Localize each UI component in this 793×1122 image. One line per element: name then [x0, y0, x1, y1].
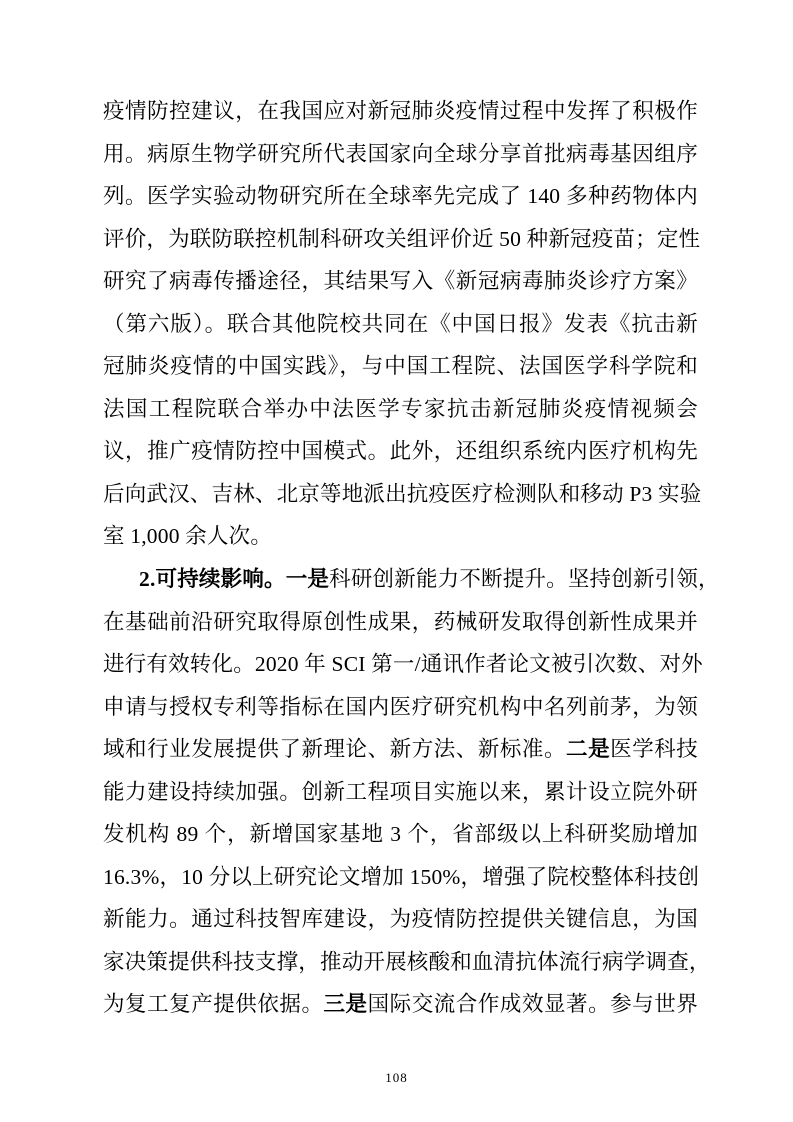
text-run: 疫情防控建议，在我国应对新冠肺炎疫情过程中发挥了积极作	[103, 99, 698, 123]
text-line	[103, 218, 701, 261]
text-line	[103, 430, 698, 473]
text-line	[103, 473, 702, 516]
text-run: 在基础前沿研究取得原创性成果，药械研发取得创新性成果并	[103, 609, 698, 634]
text-run: 新能力。通过科技智库建设，为疫情防控提供关键信息，为国	[103, 907, 698, 932]
text-run: 后向武汉、吉林、北京等地派出抗疫医疗检测队和移动 P3 实验	[103, 481, 702, 506]
text-run: （第六版）。联合其他院校共同在《中国日报》发表《抗击新	[103, 311, 698, 336]
text-line	[103, 345, 698, 388]
text-run: 能力建设持续加强。创新工程项目实施以来，累计设立院外研	[103, 779, 698, 804]
text-run: 家决策提供科技支撑，推动开展核酸和血清抗体流行病学调查，	[103, 949, 711, 974]
text-line	[103, 686, 698, 729]
text-run: 域和行业发展提供了新理论、新方法、新标准。	[103, 737, 567, 762]
bold-text-run: 二是	[566, 737, 611, 762]
text-run: 科研创新能力不断提升。坚持创新引领，	[329, 567, 720, 592]
text-line	[103, 175, 698, 218]
text-line	[103, 643, 703, 686]
text-run: 为复工复产提供依据。	[103, 992, 324, 1017]
document-body	[103, 90, 720, 1026]
text-line	[103, 515, 698, 558]
text-line	[103, 771, 698, 814]
text-line	[103, 90, 698, 133]
text-run: 进行有效转化。2020 年 SCI 第一/通讯作者论文被引次数、对外	[103, 652, 703, 677]
text-run: 列。医学实验动物研究所在全球率先完成了 140 多种药物体内	[103, 184, 698, 209]
text-line	[103, 728, 698, 771]
text-run: 议，推广疫情防控中国模式。此外，还组织系统内医疗机构先	[103, 439, 698, 464]
bold-text-run: 三是	[323, 992, 368, 1017]
text-run: 研究了病毒传播途径，其结果写入《新冠病毒肺炎诊疗方案》	[103, 269, 698, 294]
text-line	[103, 260, 698, 303]
text-line	[103, 898, 698, 941]
text-run: 医学科技	[610, 737, 699, 762]
text-run: 法国工程院联合举办中法医学专家抗击新冠肺炎疫情视频会	[103, 396, 698, 421]
text-line	[103, 388, 698, 431]
text-run: 冠肺炎疫情的中国实践》，与中国工程院、法国医学科学院和	[103, 354, 698, 379]
text-line	[103, 813, 698, 856]
text-line	[103, 601, 698, 644]
text-line	[103, 303, 698, 346]
text-run: 国际交流合作成效显著。参与世界	[367, 992, 698, 1017]
text-run: 发机构 89 个，新增国家基地 3 个，省部级以上科研奖励增加	[103, 822, 698, 847]
text-run: 室 1,000 余人次。	[103, 524, 273, 549]
text-line	[103, 941, 711, 984]
text-run: 评价，为联防联控机制科研攻关组评价近 50 种新冠疫苗；定性	[103, 226, 701, 251]
text-line	[103, 133, 698, 176]
text-run: 申请与授权专利等指标在国内医疗研究机构中名列前茅，为领	[103, 694, 698, 719]
text-run: 16.3%，10 分以上研究论文增加 150%，增强了院校整体科技创	[103, 864, 700, 889]
page-number: 108	[385, 1070, 408, 1085]
text-line	[103, 856, 698, 899]
text-line	[103, 983, 698, 1026]
text-run: 用。病原生物学研究所代表国家向全球分享首批病毒基因组序	[103, 141, 698, 166]
text-line	[103, 558, 720, 601]
bold-text-run: 2.可持续影响。一是	[139, 567, 330, 592]
